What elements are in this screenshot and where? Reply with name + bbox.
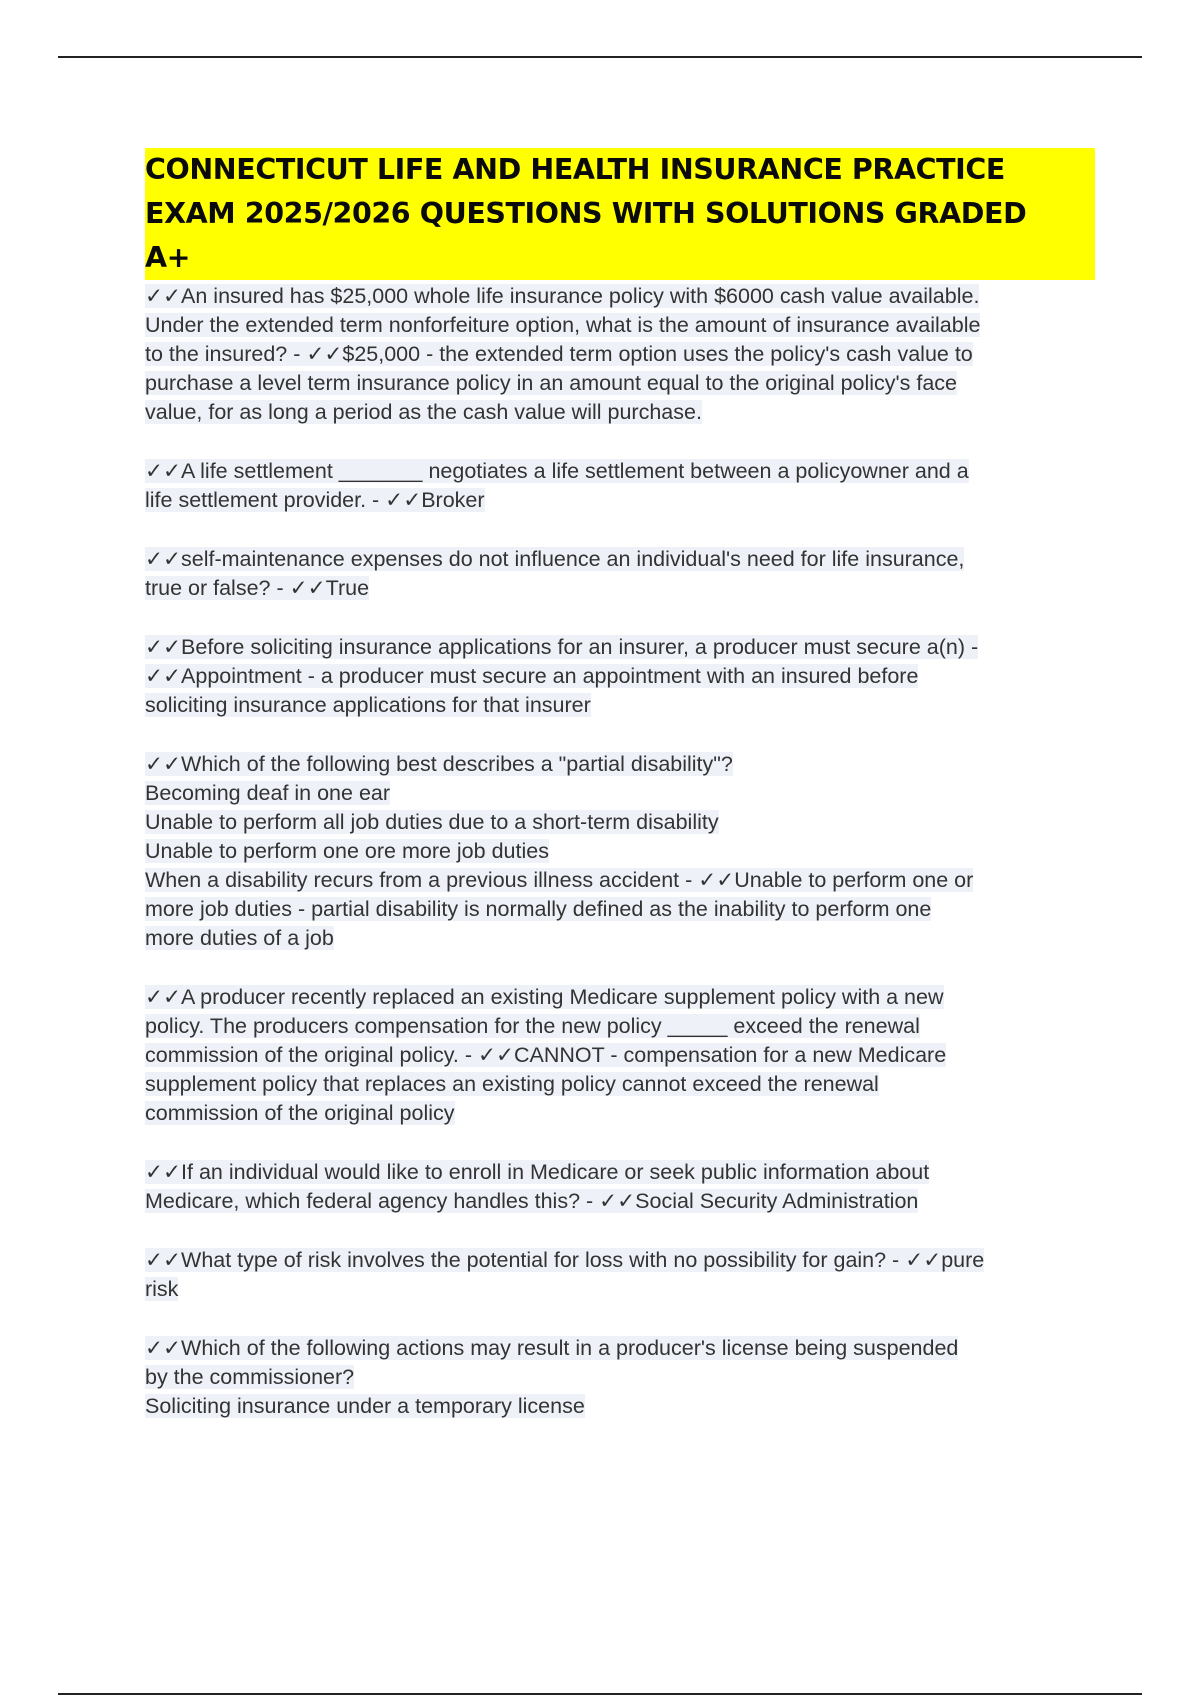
question-line: life settlement provider. - ✓✓Broker [145,488,485,512]
document-body [145,148,1095,1451]
question-line: risk [145,1277,179,1301]
question-item [145,1334,1095,1421]
question-line: Unable to perform all job duties due to a short-term disability [145,810,719,834]
title-line: A+ [145,236,1095,280]
question-line: ✓✓Which of the following best describes a "partial disability"? [145,752,733,776]
question-line: true or false? - ✓✓True [145,576,370,600]
question-line: ✓✓Before soliciting insurance applications for an insurer, a producer must secure a(n) - [145,635,979,659]
title-line: EXAM 2025/2026 QUESTIONS WITH SOLUTIONS GRADED [145,192,1095,236]
question-line: ✓✓Appointment - a producer must secure an appointment with an insured before [145,664,919,688]
question-line: by the commissioner? [145,1365,355,1389]
question-item [145,983,1095,1128]
title-line: CONNECTICUT LIFE AND HEALTH INSURANCE PRACTICE [145,148,1095,192]
question-line: Soliciting insurance under a temporary license [145,1394,585,1418]
bottom-rule [58,1693,1142,1695]
top-rule [58,56,1142,58]
question-line: commission of the original policy [145,1101,455,1125]
question-line: purchase a level term insurance policy in an amount equal to the original policy's face [145,371,958,395]
document-title [145,148,1095,280]
question-line: ✓✓If an individual would like to enroll in Medicare or seek public information about [145,1160,930,1184]
question-line: supplement policy that replaces an existing policy cannot exceed the renewal [145,1072,879,1096]
question-item [145,1158,1095,1216]
question-line: ✓✓Which of the following actions may result in a producer's license being suspended [145,1336,959,1360]
question-item [145,750,1095,953]
question-line: Becoming deaf in one ear [145,781,391,805]
question-line: policy. The producers compensation for the new policy _____ exceed the renewal [145,1014,920,1038]
question-line: to the insured? - ✓✓$25,000 - the extended term option uses the policy's cash value to [145,342,973,366]
question-line: more duties of a job [145,926,334,950]
question-line: more job duties - partial disability is normally defined as the inability to perform one [145,897,932,921]
question-line: Unable to perform one ore more job duties [145,839,549,863]
question-line: ✓✓A producer recently replaced an existing Medicare supplement policy with a new [145,985,944,1009]
question-item [145,633,1095,720]
question-line: ✓✓self-maintenance expenses do not influence an individual's need for life insurance, [145,547,965,571]
question-line: soliciting insurance applications for that insurer [145,693,591,717]
question-item [145,457,1095,515]
question-item [145,1246,1095,1304]
question-item [145,545,1095,603]
question-line: Under the extended term nonforfeiture option, what is the amount of insurance available [145,313,981,337]
question-line: value, for as long a period as the cash value will purchase. [145,400,702,424]
question-line: ✓✓A life settlement _______ negotiates a life settlement between a policyowner and a [145,459,969,483]
question-line: ✓✓An insured has $25,000 whole life insurance policy with $6000 cash value available. [145,284,980,308]
question-line: Medicare, which federal agency handles this? - ✓✓Social Security Administration [145,1189,919,1213]
question-item [145,282,1095,427]
question-line: ✓✓What type of risk involves the potential for loss with no possibility for gain? - ✓✓pure [145,1248,985,1272]
question-line: When a disability recurs from a previous illness accident - ✓✓Unable to perform one or [145,868,974,892]
question-list [145,282,1095,1421]
question-line: commission of the original policy. - ✓✓CANNOT - compensation for a new Medicare [145,1043,947,1067]
